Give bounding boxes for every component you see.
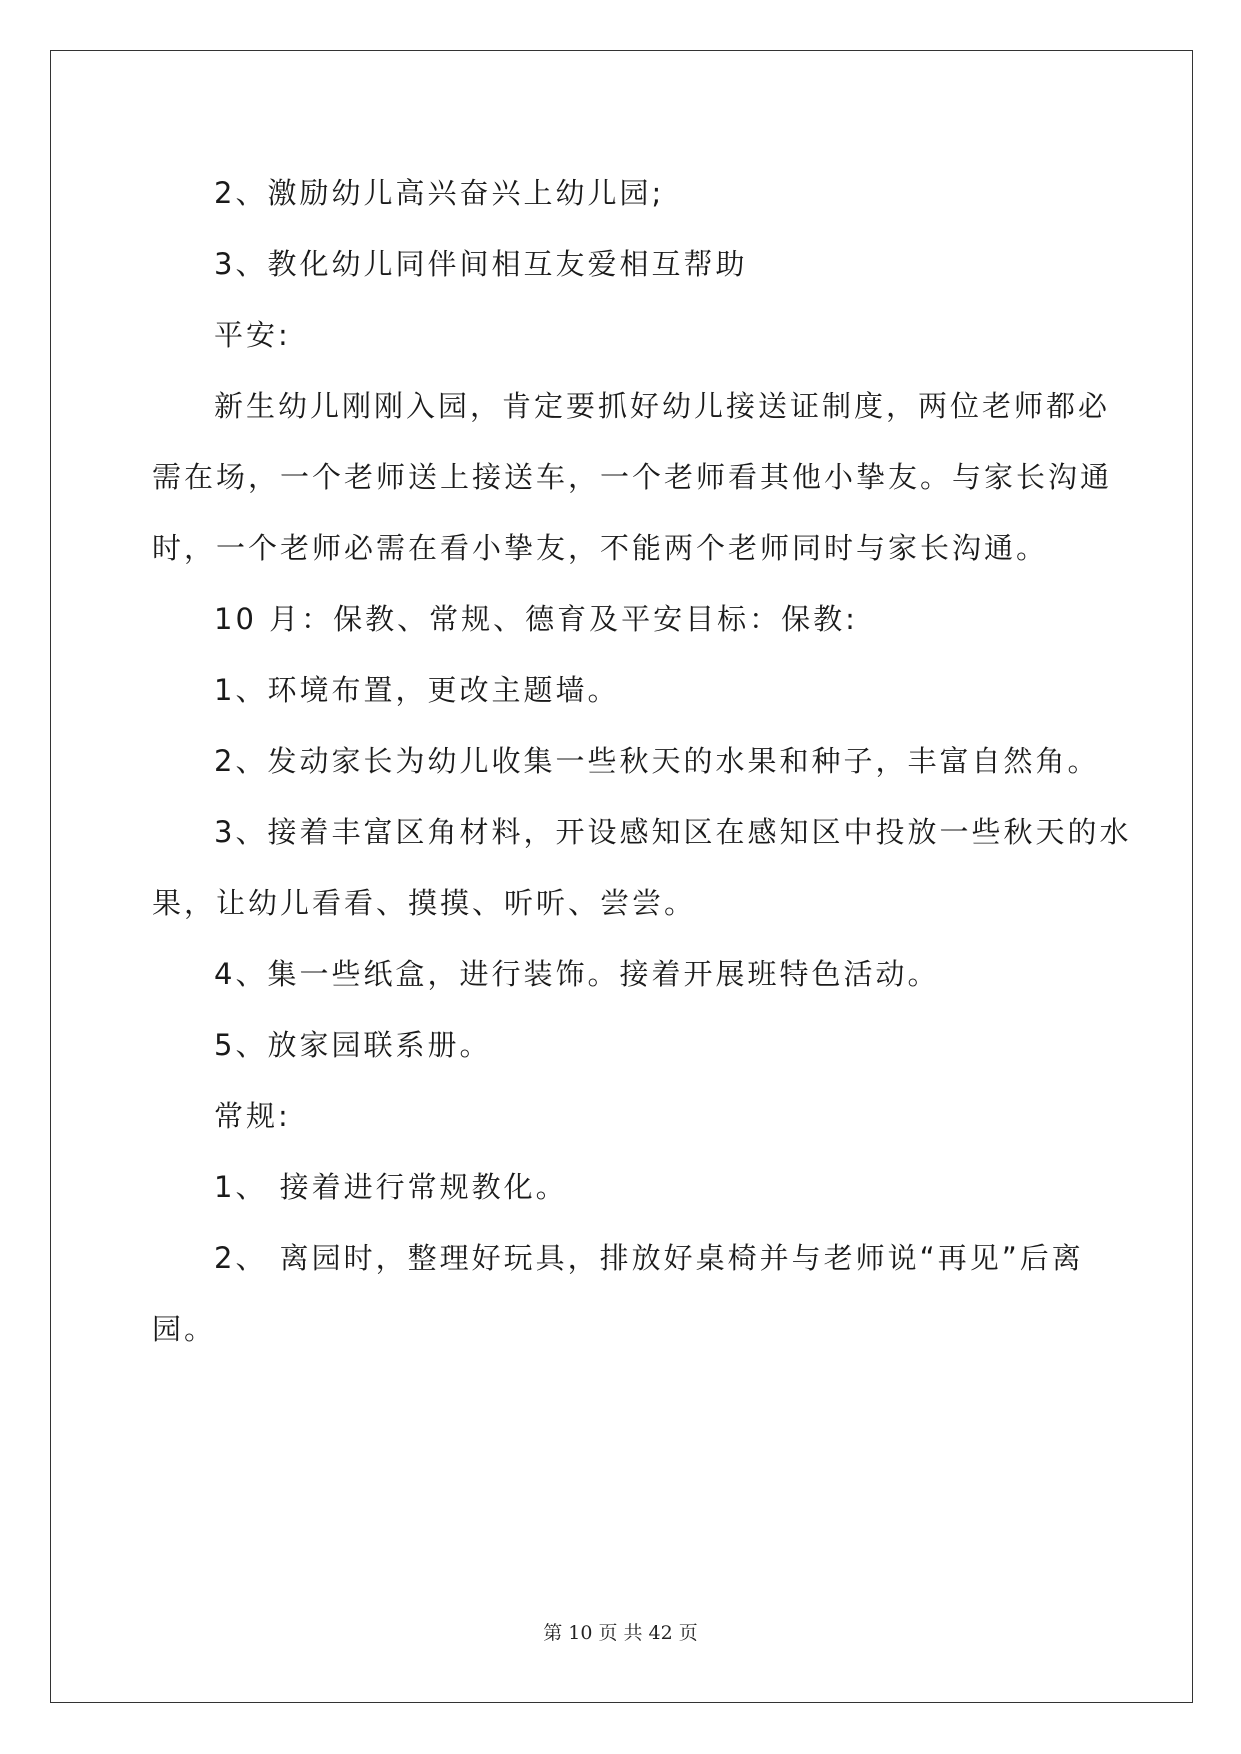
paragraph-line: 2、发动家长为幼儿收集一些秋天的水果和种子，丰富自然角。 <box>214 744 1100 778</box>
section-heading-october: 10 月：保教、常规、德育及平安目标：保教: <box>214 602 858 636</box>
section-heading-safety: 平安: <box>214 318 291 352</box>
paragraph-line: 需在场，一个老师送上接送车，一个老师看其他小挚友。与家长沟通 <box>152 460 1113 494</box>
section-heading-routine: 常规: <box>214 1099 291 1133</box>
document-body <box>152 158 1132 1365</box>
paragraph-line: 新生幼儿刚刚入园，肯定要抓好幼儿接送证制度，两位老师都必 <box>214 389 1111 423</box>
paragraph-line: 2、激励幼儿高兴奋兴上幼儿园; <box>214 176 665 210</box>
paragraph-line: 时，一个老师必需在看小挚友，不能两个老师同时与家长沟通。 <box>152 531 1049 565</box>
paragraph-line: 1、环境布置，更改主题墙。 <box>214 673 620 707</box>
paragraph-line: 3、教化幼儿同伴间相互友爱相互帮助 <box>214 247 748 281</box>
paragraph-line: 3、接着丰富区角材料，开设感知区在感知区中投放一些秋天的水 <box>214 815 1132 849</box>
paragraph-line: 5、放家园联系册。 <box>214 1028 492 1062</box>
page-footer: 第 10 页 共 42 页 <box>543 1622 698 1644</box>
paragraph-line: 2、 离园时，整理好玩具，排放好桌椅并与老师说“再见”后离 <box>214 1241 1084 1275</box>
paragraph-line: 园。 <box>152 1312 217 1346</box>
paragraph-line: 果，让幼儿看看、摸摸、听听、尝尝。 <box>152 886 697 920</box>
paragraph-line: 4、集一些纸盒，进行装饰。接着开展班特色活动。 <box>214 957 940 991</box>
paragraph-line: 1、 接着进行常规教化。 <box>214 1170 568 1204</box>
